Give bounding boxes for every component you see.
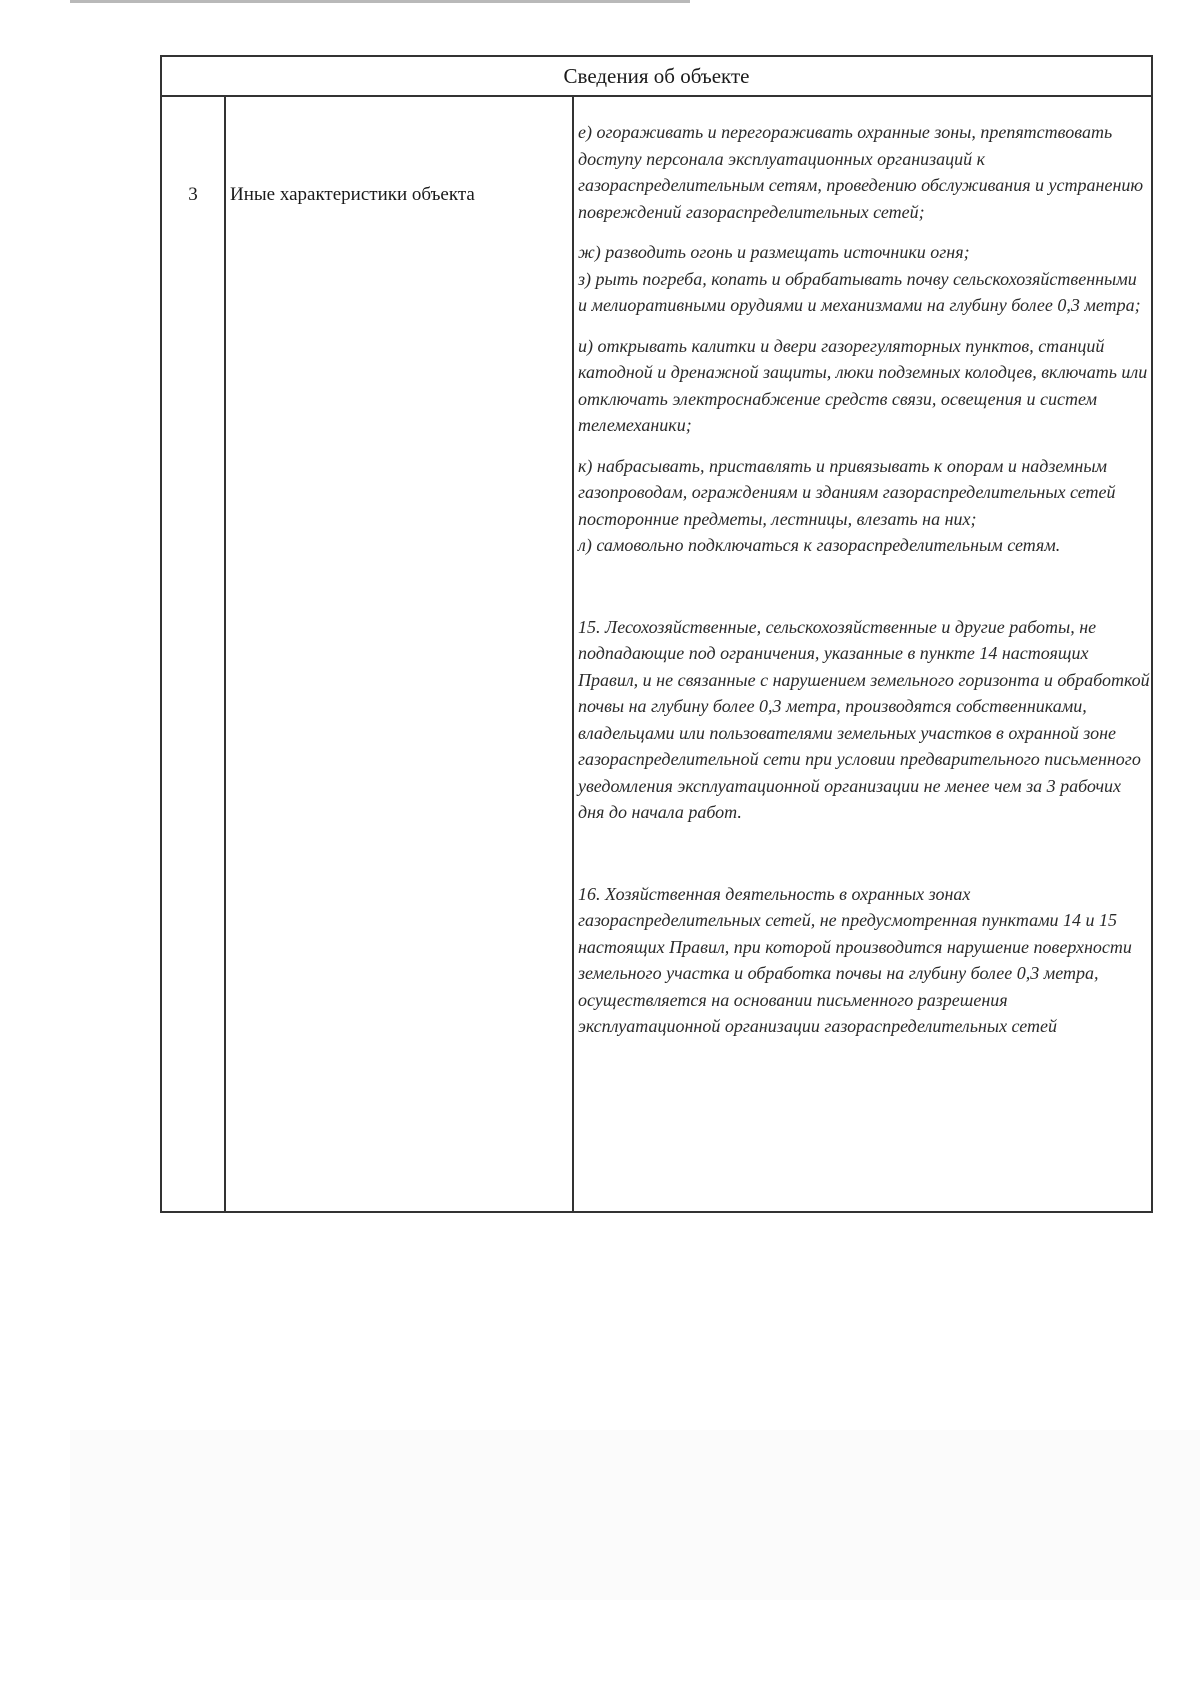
row-label: Иные характеристики объекта xyxy=(230,184,475,205)
restriction-paragraph-k: к) набрасывать, приставлять и привязывать к опорам и надземным газопроводам, ограждениям и зданиям газораспределительных сетей посторонние предметы, лестницы, влезать на них; xyxy=(578,455,1116,529)
rule-paragraph-15: 15. Лесохозяйственные, сельскохозяйственные и другие работы, не подпадающие под ограничения, указанные в пункте 14 настоящих Правил, и не связанные с нарушением земельного горизонта и обработкой почвы на глубину более 0,3 метра, производятся собственниками, владельцами или пользователями земельных участков в охранной зоне газораспределительной сети при условии предварительного письменного уведомления эксплуатационной организации не менее чем за 3 рабочих дня до начала работ. xyxy=(578,616,1150,822)
object-info-table xyxy=(160,55,1153,1213)
restriction-paragraph-l: л) самовольно подключаться к газораспределительным сетям. xyxy=(578,535,1061,555)
rule-paragraph-16: 16. Хозяйственная деятельность в охранных зонах газораспределительных сетей, не предусмотренная пунктами 14 и 15 настоящих Правил, при которой производится нарушение поверхности земельного участка и обработка почвы на глубину более 0,3 метра, осуществляется на основании письменного разрешения эксплуатационной организации газораспределительных сетей xyxy=(578,883,1132,1036)
row-number: 3 xyxy=(188,184,198,205)
column-divider-label xyxy=(572,97,574,1211)
restriction-paragraph-z: з) рыть погреба, копать и обрабатывать почву сельскохозяйственными и мелиоративными орудиями и механизмами на глубину более 0,3 метра; xyxy=(578,268,1141,315)
restriction-paragraph-i: и) открывать калитки и двери газорегуляторных пунктов, станций катодной и дренажной защиты, люки подземных колодцев, включать или отключать электроснабжение средств связи, освещения и систем телемеханики; xyxy=(578,335,1148,435)
restriction-paragraph-zh: ж) разводить огонь и размещать источники огня; xyxy=(578,242,970,262)
scan-edge-line xyxy=(70,0,690,3)
row-content xyxy=(578,119,1150,1040)
scan-background-band xyxy=(70,1430,1200,1600)
table-header: Сведения об объекте xyxy=(162,57,1151,97)
restriction-paragraph-e: е) огораживать и перегораживать охранные зоны, препятствовать доступу персонала эксплуатационных организаций к газораспределительным сетям, проведению обслуживания и устранению повреждений газораспределительных сетей; xyxy=(578,122,1144,222)
column-divider-number xyxy=(224,97,226,1211)
